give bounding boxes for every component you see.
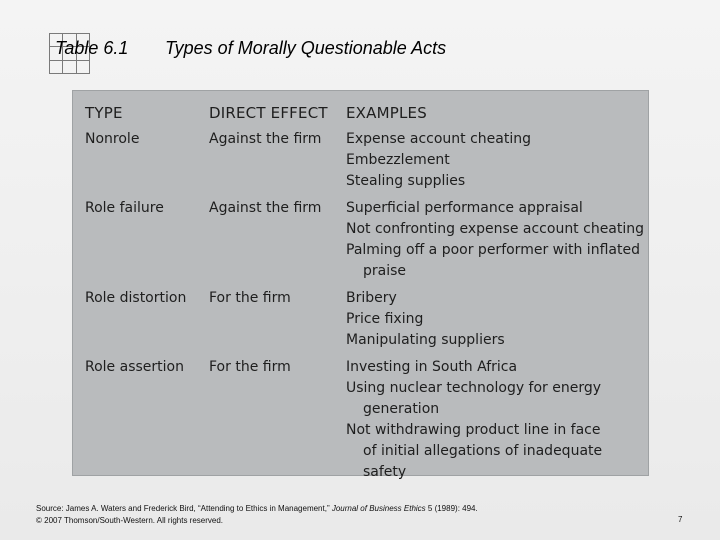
- row-examples: [346, 129, 642, 192]
- journal-name: Journal of Business Ethics: [331, 504, 426, 513]
- example-item: Stealing supplies: [346, 173, 466, 189]
- example-item: Not confronting expense account cheating: [346, 221, 645, 237]
- row-examples: [346, 198, 645, 282]
- example-item: Palming off a poor performer with inflated praise: [346, 242, 640, 279]
- slide-title: [55, 38, 446, 59]
- row-direct-effect: For the firm: [209, 359, 291, 375]
- row-type: Role failure: [85, 200, 164, 216]
- source-prefix: Source: James A. Waters and Frederick Bird, “Attending to Ethics in Management,”: [36, 504, 332, 513]
- row-direct-effect: Against the firm: [209, 200, 322, 216]
- source-suffix: 5 (1989): 494.: [425, 504, 478, 513]
- source-citation: [36, 503, 478, 515]
- example-item: Embezzlement: [346, 152, 450, 168]
- example-item: Expense account cheating: [346, 131, 531, 147]
- table-number: Table 6.1: [55, 38, 129, 58]
- example-item: Not withdrawing product line in face of initial allegations of inadequate safety: [346, 422, 603, 480]
- row-type: Nonrole: [85, 131, 140, 147]
- page-number: 7: [678, 515, 683, 524]
- table-header: [73, 103, 648, 124]
- example-item: Manipulating suppliers: [346, 332, 505, 348]
- example-item: Superficial performance appraisal: [346, 200, 583, 216]
- copyright: © 2007 Thomson/South-Western. All rights reserved.: [36, 516, 224, 525]
- footer: [36, 503, 478, 527]
- header-direct-effect: DIRECT EFFECT: [209, 104, 328, 122]
- table-title: Types of Morally Questionable Acts: [165, 38, 447, 58]
- row-examples: [346, 357, 611, 483]
- row-direct-effect: For the firm: [209, 290, 291, 306]
- example-item: Bribery: [346, 290, 397, 306]
- example-item: Investing in South Africa: [346, 359, 518, 375]
- table-panel: [72, 90, 649, 480]
- row-type: Role assertion: [85, 359, 184, 375]
- example-item: Using nuclear technology for energy generation: [346, 380, 602, 417]
- row-direct-effect: Against the firm: [209, 131, 322, 147]
- row-type: Role distortion: [85, 290, 187, 306]
- example-item: Price fixing: [346, 311, 424, 327]
- row-examples: [346, 288, 642, 351]
- header-examples: EXAMPLES: [346, 104, 427, 122]
- header-type: TYPE: [85, 104, 123, 122]
